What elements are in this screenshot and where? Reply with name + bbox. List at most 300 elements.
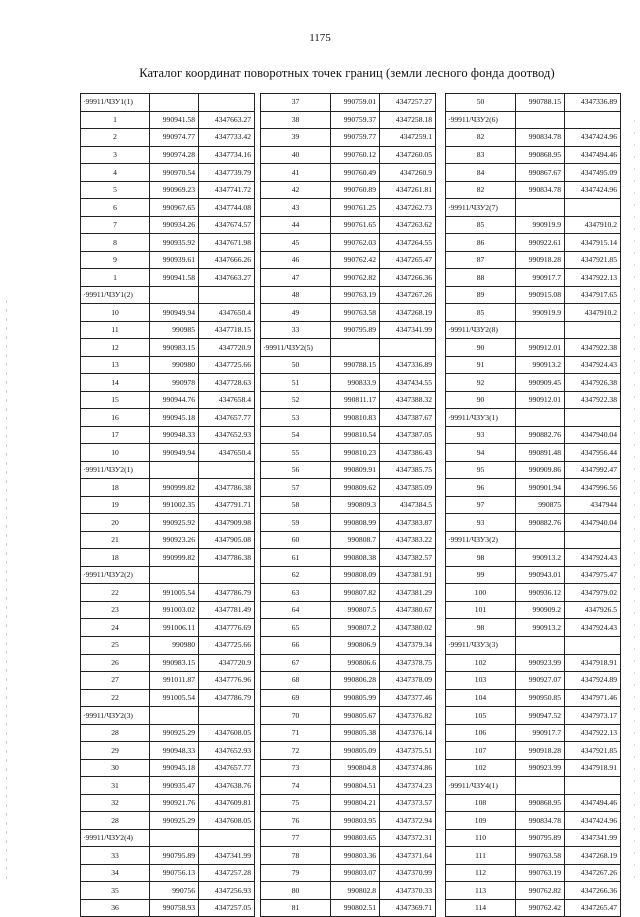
x-coordinate-cell: 990919.9 [516, 216, 565, 234]
table-row [261, 636, 436, 654]
y-coordinate-cell: 4347992.47 [565, 461, 621, 479]
x-coordinate-cell: 990948.33 [150, 742, 199, 760]
y-coordinate-cell: 4347371.64 [380, 847, 436, 865]
table-row [446, 129, 621, 147]
x-coordinate-cell: 990949.94 [150, 304, 199, 322]
y-coordinate-cell: 4347373.57 [380, 794, 436, 812]
y-coordinate-cell: 4347924.89 [565, 672, 621, 690]
point-number-cell: 46 [261, 251, 331, 269]
table-row [261, 864, 436, 882]
y-coordinate-cell: 4347658.4 [199, 391, 255, 409]
empty-cell [199, 461, 255, 479]
x-coordinate-cell: 990950.85 [516, 689, 565, 707]
point-number-cell: 93 [446, 426, 516, 444]
x-coordinate-cell: 990759.37 [331, 111, 380, 129]
y-coordinate-cell: 4347387.05 [380, 426, 436, 444]
table-row [81, 164, 255, 182]
y-coordinate-cell: 4347380.02 [380, 619, 436, 637]
y-coordinate-cell: 4347375.51 [380, 742, 436, 760]
x-coordinate-cell: 990805.38 [331, 724, 380, 742]
point-number-cell: 92 [446, 374, 516, 392]
point-number-cell: 66 [261, 636, 331, 654]
y-coordinate-cell: 4347956.44 [565, 444, 621, 462]
table-row [261, 304, 436, 322]
point-number-cell: 6 [81, 199, 150, 217]
y-coordinate-cell: 4347264.55 [380, 234, 436, 252]
point-number-cell: 56 [261, 461, 331, 479]
page-title: Каталог координат поворотных точек границ (земли лесного фонда доотвод) [139, 66, 555, 80]
x-coordinate-cell: 990913.2 [516, 549, 565, 567]
point-number-cell: 59 [261, 514, 331, 532]
y-coordinate-cell: 4347609.81 [199, 794, 255, 812]
point-number-cell: 96 [446, 479, 516, 497]
point-number-cell: 88 [446, 269, 516, 287]
section-label: ·99911/ЧЗУ2(1) [81, 461, 150, 479]
x-coordinate-cell: 990803.36 [331, 847, 380, 865]
point-number-cell: 69 [261, 689, 331, 707]
point-number-cell: 82 [446, 181, 516, 199]
table-row [446, 286, 621, 304]
y-coordinate-cell: 4347674.57 [199, 216, 255, 234]
y-coordinate-cell: 4347378.75 [380, 654, 436, 672]
point-number-cell: 37 [261, 94, 331, 112]
x-coordinate-cell: 990810.54 [331, 426, 380, 444]
x-coordinate-cell: 990939.61 [150, 251, 199, 269]
point-number-cell: 14 [81, 374, 150, 392]
y-coordinate-cell: 4347434.55 [380, 374, 436, 392]
point-number-cell: 89 [446, 286, 516, 304]
table-row [261, 94, 436, 112]
y-coordinate-cell: 4347267.26 [565, 864, 621, 882]
point-number-cell: 36 [81, 899, 150, 917]
y-coordinate-cell: 4347384.5 [380, 496, 436, 514]
x-coordinate-cell: 991002.35 [150, 496, 199, 514]
section-label: ·99911/ЧЗУ2(8) [446, 321, 516, 339]
point-number-cell: 81 [261, 899, 331, 917]
empty-cell [199, 286, 255, 304]
point-number-cell: 95 [446, 461, 516, 479]
x-coordinate-cell: 990805.09 [331, 742, 380, 760]
y-coordinate-cell: 4347657.77 [199, 409, 255, 427]
table-row [261, 829, 436, 847]
x-coordinate-cell: 990922.61 [516, 234, 565, 252]
coordinate-table [445, 93, 621, 917]
empty-cell [516, 777, 565, 795]
x-coordinate-cell: 990999.82 [150, 549, 199, 567]
y-coordinate-cell: 4347424.96 [565, 129, 621, 147]
table-row [81, 882, 255, 900]
y-coordinate-cell: 4347372.31 [380, 829, 436, 847]
table-row [446, 234, 621, 252]
section-header-row [446, 321, 621, 339]
table-row [261, 601, 436, 619]
table-row [81, 339, 255, 357]
section-header-row [81, 566, 255, 584]
section-header-row [81, 286, 255, 304]
table-row [81, 794, 255, 812]
y-coordinate-cell: 4347374.23 [380, 777, 436, 795]
x-coordinate-cell: 990762.82 [516, 882, 565, 900]
table-row [81, 847, 255, 865]
y-coordinate-cell: 4347424.96 [565, 812, 621, 830]
point-number-cell: 31 [81, 777, 150, 795]
point-number-cell: 60 [261, 531, 331, 549]
table-row [446, 444, 621, 462]
y-coordinate-cell: 4347265.47 [380, 251, 436, 269]
section-label: ·99911/ЧЗУ2(4) [81, 829, 150, 847]
y-coordinate-cell: 4347718.15 [199, 321, 255, 339]
point-number-cell: 99 [446, 566, 516, 584]
point-number-cell: 90 [446, 339, 516, 357]
y-coordinate-cell: 4347374.86 [380, 759, 436, 777]
y-coordinate-cell: 4347370.99 [380, 864, 436, 882]
point-number-cell: 113 [446, 882, 516, 900]
table-row [446, 601, 621, 619]
y-coordinate-cell: 4347922.38 [565, 339, 621, 357]
point-number-cell: 101 [446, 601, 516, 619]
point-number-cell: 90 [446, 391, 516, 409]
y-coordinate-cell: 4347495.09 [565, 164, 621, 182]
x-coordinate-cell: 990808.09 [331, 566, 380, 584]
x-coordinate-cell: 990834.78 [516, 812, 565, 830]
point-number-cell: 29 [81, 742, 150, 760]
table-row [81, 321, 255, 339]
point-number-cell: 67 [261, 654, 331, 672]
x-coordinate-cell: 990804.51 [331, 777, 380, 795]
table-row [446, 269, 621, 287]
table-row [446, 742, 621, 760]
x-coordinate-cell: 990891.48 [516, 444, 565, 462]
table-row [261, 479, 436, 497]
point-number-cell: 74 [261, 777, 331, 795]
table-row [81, 636, 255, 654]
y-coordinate-cell: 4347652.93 [199, 742, 255, 760]
table-row [446, 689, 621, 707]
x-coordinate-cell: 990970.54 [150, 164, 199, 182]
empty-cell [150, 829, 199, 847]
y-coordinate-cell: 4347733.42 [199, 129, 255, 147]
table-row [81, 356, 255, 374]
point-number-cell: 103 [446, 672, 516, 690]
table-row [446, 514, 621, 532]
y-coordinate-cell: 4347905.08 [199, 531, 255, 549]
empty-cell [516, 531, 565, 549]
x-coordinate-cell: 990788.15 [331, 356, 380, 374]
y-coordinate-cell: 4347924.43 [565, 356, 621, 374]
y-coordinate-cell: 4347663.27 [199, 111, 255, 129]
table-row [446, 812, 621, 830]
x-coordinate-cell: 990760.49 [331, 164, 380, 182]
point-number-cell: 38 [261, 111, 331, 129]
empty-cell [380, 339, 436, 357]
x-coordinate-cell: 990941.58 [150, 111, 199, 129]
section-header-row [446, 531, 621, 549]
y-coordinate-cell: 4347385.09 [380, 479, 436, 497]
y-coordinate-cell: 4347378.09 [380, 672, 436, 690]
point-number-cell: 3 [81, 146, 150, 164]
point-number-cell: 84 [446, 164, 516, 182]
table-row [81, 742, 255, 760]
table-row [446, 549, 621, 567]
point-number-cell: 77 [261, 829, 331, 847]
x-coordinate-cell: 990760.12 [331, 146, 380, 164]
table-row [446, 584, 621, 602]
table-row [261, 461, 436, 479]
x-coordinate-cell: 990921.76 [150, 794, 199, 812]
table-row [261, 794, 436, 812]
table-row [261, 724, 436, 742]
table-row [261, 374, 436, 392]
y-coordinate-cell: 4347494.46 [565, 794, 621, 812]
y-coordinate-cell: 4347608.05 [199, 812, 255, 830]
x-coordinate-cell: 990756 [150, 882, 199, 900]
section-label: ·99911/ЧЗУ3(3) [446, 636, 516, 654]
x-coordinate-cell: 990803.65 [331, 829, 380, 847]
y-coordinate-cell: 4347786.38 [199, 479, 255, 497]
point-number-cell: 54 [261, 426, 331, 444]
x-coordinate-cell: 991005.54 [150, 689, 199, 707]
point-number-cell: 73 [261, 759, 331, 777]
point-number-cell: 55 [261, 444, 331, 462]
table-row [261, 216, 436, 234]
table-row [446, 899, 621, 917]
point-number-cell: 44 [261, 216, 331, 234]
point-number-cell: 42 [261, 181, 331, 199]
point-number-cell: 97 [446, 496, 516, 514]
table-row [261, 199, 436, 217]
section-header-row [81, 707, 255, 725]
table-row [261, 356, 436, 374]
section-header-row [446, 777, 621, 795]
x-coordinate-cell: 990834.78 [516, 129, 565, 147]
table-row [81, 514, 255, 532]
x-coordinate-cell: 990918.28 [516, 251, 565, 269]
table-row [261, 146, 436, 164]
y-coordinate-cell: 4347720.9 [199, 654, 255, 672]
point-number-cell: 57 [261, 479, 331, 497]
x-coordinate-cell: 990758.93 [150, 899, 199, 917]
x-coordinate-cell: 991006.11 [150, 619, 199, 637]
y-coordinate-cell: 4347381.29 [380, 584, 436, 602]
point-number-cell: 76 [261, 812, 331, 830]
scan-edge-right [634, 120, 635, 880]
point-number-cell: 70 [261, 707, 331, 725]
table-row [446, 216, 621, 234]
table-row [81, 864, 255, 882]
x-coordinate-cell: 990913.2 [516, 619, 565, 637]
point-number-cell: 50 [446, 94, 516, 112]
table-row [81, 426, 255, 444]
x-coordinate-cell: 990762.82 [331, 269, 380, 287]
table-row [261, 847, 436, 865]
x-coordinate-cell: 990807.5 [331, 601, 380, 619]
x-coordinate-cell: 990810.23 [331, 444, 380, 462]
x-coordinate-cell: 990834.78 [516, 181, 565, 199]
y-coordinate-cell: 4347383.87 [380, 514, 436, 532]
section-header-row [81, 94, 255, 112]
x-coordinate-cell: 990795.89 [331, 321, 380, 339]
point-number-cell: 65 [261, 619, 331, 637]
section-label: ·99911/ЧЗУ1(1) [81, 94, 150, 112]
y-coordinate-cell: 4347791.71 [199, 496, 255, 514]
point-number-cell: 80 [261, 882, 331, 900]
table-row [81, 234, 255, 252]
point-number-cell: 107 [446, 742, 516, 760]
y-coordinate-cell: 4347638.76 [199, 777, 255, 795]
x-coordinate-cell: 990923.99 [516, 654, 565, 672]
point-number-cell: 64 [261, 601, 331, 619]
x-coordinate-cell: 990809.3 [331, 496, 380, 514]
point-number-cell: 71 [261, 724, 331, 742]
x-coordinate-cell: 990983.15 [150, 654, 199, 672]
x-coordinate-cell: 990909.45 [516, 374, 565, 392]
point-number-cell: 32 [81, 794, 150, 812]
point-number-cell: 91 [446, 356, 516, 374]
y-coordinate-cell: 4347341.99 [380, 321, 436, 339]
x-coordinate-cell: 990804.21 [331, 794, 380, 812]
table-row [81, 269, 255, 287]
y-coordinate-cell: 4347336.89 [565, 94, 621, 112]
table-row [81, 181, 255, 199]
table-row [261, 496, 436, 514]
x-coordinate-cell: 990763.19 [516, 864, 565, 882]
y-coordinate-cell: 4347909.98 [199, 514, 255, 532]
x-coordinate-cell: 990919.9 [516, 304, 565, 322]
x-coordinate-cell: 990763.58 [331, 304, 380, 322]
table-row [81, 531, 255, 549]
table-row [81, 759, 255, 777]
y-coordinate-cell: 4347910.2 [565, 216, 621, 234]
x-coordinate-cell: 990948.33 [150, 426, 199, 444]
point-number-cell: 62 [261, 566, 331, 584]
point-number-cell: 93 [446, 514, 516, 532]
coordinate-table [80, 93, 255, 917]
y-coordinate-cell: 4347650.4 [199, 444, 255, 462]
point-number-cell: 22 [81, 584, 150, 602]
point-number-cell: 15 [81, 391, 150, 409]
point-number-cell: 52 [261, 391, 331, 409]
x-coordinate-cell: 990808.99 [331, 514, 380, 532]
y-coordinate-cell: 4347922.13 [565, 269, 621, 287]
x-coordinate-cell: 990980 [150, 636, 199, 654]
section-header-row [446, 199, 621, 217]
table-row [261, 812, 436, 830]
y-coordinate-cell: 4347725.66 [199, 356, 255, 374]
table-row [261, 286, 436, 304]
y-coordinate-cell: 4347725.66 [199, 636, 255, 654]
x-coordinate-cell: 990941.58 [150, 269, 199, 287]
y-coordinate-cell: 4347944 [565, 496, 621, 514]
point-number-cell: 100 [446, 584, 516, 602]
table-row [81, 777, 255, 795]
x-coordinate-cell: 990802.51 [331, 899, 380, 917]
empty-cell [331, 339, 380, 357]
y-coordinate-cell: 4347379.34 [380, 636, 436, 654]
x-coordinate-cell: 990925.29 [150, 724, 199, 742]
table-row [261, 549, 436, 567]
x-coordinate-cell: 990882.76 [516, 514, 565, 532]
x-coordinate-cell: 990803.07 [331, 864, 380, 882]
point-number-cell: 22 [81, 689, 150, 707]
y-coordinate-cell: 4347926.38 [565, 374, 621, 392]
y-coordinate-cell: 4347258.18 [380, 111, 436, 129]
point-number-cell: 10 [81, 444, 150, 462]
empty-cell [565, 111, 621, 129]
table-row [81, 601, 255, 619]
y-coordinate-cell: 4347266.36 [565, 882, 621, 900]
x-coordinate-cell: 990945.18 [150, 409, 199, 427]
x-coordinate-cell: 990909.86 [516, 461, 565, 479]
y-coordinate-cell: 4347376.14 [380, 724, 436, 742]
table-row [81, 444, 255, 462]
empty-cell [565, 531, 621, 549]
y-coordinate-cell: 4347257.28 [199, 864, 255, 882]
x-coordinate-cell: 990943.01 [516, 566, 565, 584]
x-coordinate-cell: 991005.54 [150, 584, 199, 602]
coordinate-table-column-3 [445, 93, 621, 917]
x-coordinate-cell: 990944.76 [150, 391, 199, 409]
scan-edge-left [6, 300, 7, 880]
y-coordinate-cell: 4347266.36 [380, 269, 436, 287]
x-coordinate-cell: 990901.94 [516, 479, 565, 497]
y-coordinate-cell: 4347739.79 [199, 164, 255, 182]
point-number-cell: 79 [261, 864, 331, 882]
y-coordinate-cell: 4347741.72 [199, 181, 255, 199]
x-coordinate-cell: 990867.67 [516, 164, 565, 182]
table-row [81, 689, 255, 707]
x-coordinate-cell: 990983.15 [150, 339, 199, 357]
point-number-cell: 5 [81, 181, 150, 199]
y-coordinate-cell: 4347262.73 [380, 199, 436, 217]
x-coordinate-cell: 990949.94 [150, 444, 199, 462]
section-label: ·99911/ЧЗУ1(2) [81, 286, 150, 304]
table-row [261, 584, 436, 602]
point-number-cell: 4 [81, 164, 150, 182]
point-number-cell: 2 [81, 129, 150, 147]
x-coordinate-cell: 990803.95 [331, 812, 380, 830]
x-coordinate-cell: 990788.15 [516, 94, 565, 112]
point-number-cell: 24 [81, 619, 150, 637]
x-coordinate-cell: 990917.7 [516, 269, 565, 287]
empty-cell [199, 566, 255, 584]
point-number-cell: 105 [446, 707, 516, 725]
point-number-cell: 85 [446, 304, 516, 322]
y-coordinate-cell: 4347382.57 [380, 549, 436, 567]
point-number-cell: 21 [81, 531, 150, 549]
y-coordinate-cell: 4347940.04 [565, 426, 621, 444]
x-coordinate-cell: 990974.28 [150, 146, 199, 164]
table-row [81, 672, 255, 690]
point-number-cell: 94 [446, 444, 516, 462]
section-label: ·99911/ЧЗУ2(5) [261, 339, 331, 357]
point-number-cell: 58 [261, 496, 331, 514]
y-coordinate-cell: 4347387.67 [380, 409, 436, 427]
table-row [446, 356, 621, 374]
y-coordinate-cell: 4347260.9 [380, 164, 436, 182]
y-coordinate-cell: 4347341.99 [199, 847, 255, 865]
point-number-cell: 98 [446, 619, 516, 637]
y-coordinate-cell: 4347377.46 [380, 689, 436, 707]
y-coordinate-cell: 4347376.82 [380, 707, 436, 725]
table-row [446, 724, 621, 742]
table-row [81, 899, 255, 917]
section-header-row [81, 829, 255, 847]
y-coordinate-cell: 4347424.96 [565, 181, 621, 199]
y-coordinate-cell: 4347720.9 [199, 339, 255, 357]
empty-cell [516, 636, 565, 654]
point-number-cell: 43 [261, 199, 331, 217]
y-coordinate-cell: 4347261.81 [380, 181, 436, 199]
